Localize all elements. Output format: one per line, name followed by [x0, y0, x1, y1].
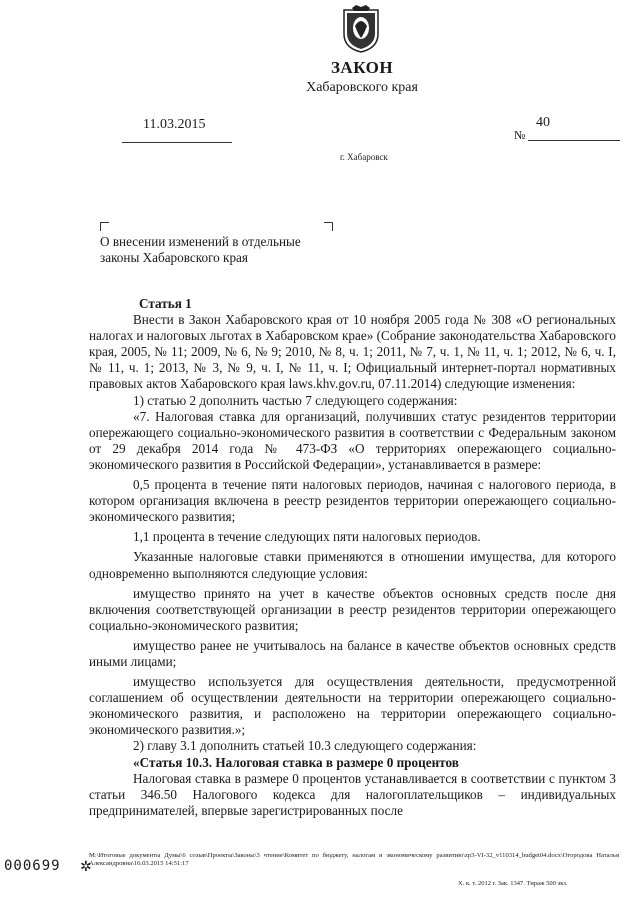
asterisk-icon: ✲	[80, 860, 92, 875]
law-number: 40	[536, 115, 550, 130]
article-1-heading: Статья 1	[139, 296, 192, 311]
date-underline	[122, 142, 232, 143]
paragraph: 0,5 процента в течение пяти налоговых периодов, начиная с налогового периода, в котором организация включена в реестр резидентов территории опережающего социально-экономического развития;	[89, 477, 616, 525]
number-sign: №	[514, 128, 526, 142]
paragraph: 1) статью 2 дополнить частью 7 следующего содержания:	[133, 392, 458, 408]
document-subtitle: Хабаровского края	[306, 80, 418, 95]
paragraph: имущество принято на учет в качестве объектов основных средств после дня включения соответствующей организации в реестр резидентов территории опережающего социально-экономического развития;	[89, 585, 616, 633]
paragraph: имущество ранее не учитывалось на балансе в качестве объектов основных средств иными лицами;	[89, 637, 616, 669]
document-id: 000699	[4, 858, 61, 874]
paragraph: имущество используется для осуществления деятельности, предусмотренной соглашением об осуществлении деятельности на территории опережающего социально-экономического развития, и расположено на территории опережающего социально-экономического развития.»;	[89, 674, 616, 738]
document-title: ЗАКОН	[330, 58, 394, 77]
subject-corner-left	[100, 222, 109, 231]
article-10-3-heading: «Статья 10.3. Налоговая ставка в размере 0 процентов	[133, 754, 459, 770]
paragraph: «7. Налоговая ставка для организаций, получивших статус резидентов территории опережающего социально-экономического развития в соответствии с Федеральным законом от 29 декабря 2014 года № 473-ФЗ «О территориях опережающего социально-экономического развития в Российской Федерации», устанавливается в размере:	[89, 408, 616, 472]
paragraph: Указанные налоговые ставки применяются в отношении имущества, для которого одновременно выполняются следующие условия:	[89, 549, 616, 581]
law-subject: О внесении изменений в отдельные законы Хабаровского края	[100, 234, 301, 265]
number-underline	[528, 140, 620, 141]
print-info: Х. к. т. 2012 г. Зак. 1347. Тираж 500 экз.	[458, 880, 568, 887]
city-name: г. Хабаровск	[340, 152, 388, 162]
paragraph: 1,1 процента в течение следующих пяти налоговых периодов.	[133, 529, 481, 545]
paragraph: Налоговая ставка в размере 0 процентов устанавливается в соответствии с пунктом 3 статьи 346.50 Налогового кодекса для налогоплательщиков – индивидуальных предпринимателей, впервые зарегистрированных после	[89, 770, 616, 818]
subject-corner-right	[324, 222, 333, 231]
coat-of-arms-emblem	[338, 4, 384, 54]
paragraph: 2) главу 3.1 дополнить статьей 10.3 следующего содержания:	[133, 738, 477, 754]
footer-file-path: M:\Итоговые документы Думы\6 созыв\Проекты\Законы\3 чтение\Комитет по бюджету, налогам и экономическому развитию\zp3-VI-32_v110314_budget04.docx\Огородова Наталья Александровна\16.03.2015 14:51:17	[89, 852, 619, 868]
paragraph: Внести в Закон Хабаровского края от 10 ноября 2005 года № 308 «О региональных налогах и налоговых льготах в Хабаровском крае» (Собрание законодательства Хабаровского края, 2005, № 11; 2009, № 6, № 9; 2010, № 8, ч. 1; 2011, № 7, ч. 1, № 11, ч. 1; 2012, № 6, ч. I, № 11, ч. 1; 2013, № 3, № 9, ч. I, № 11, ч. I; Официальный интернет-портал нормативных правовых актов Хабаровского края laws.khv.gov.ru, 07.11.2014) следующие изменения:	[89, 312, 616, 392]
law-date: 11.03.2015	[143, 117, 206, 132]
law-body	[89, 296, 616, 819]
